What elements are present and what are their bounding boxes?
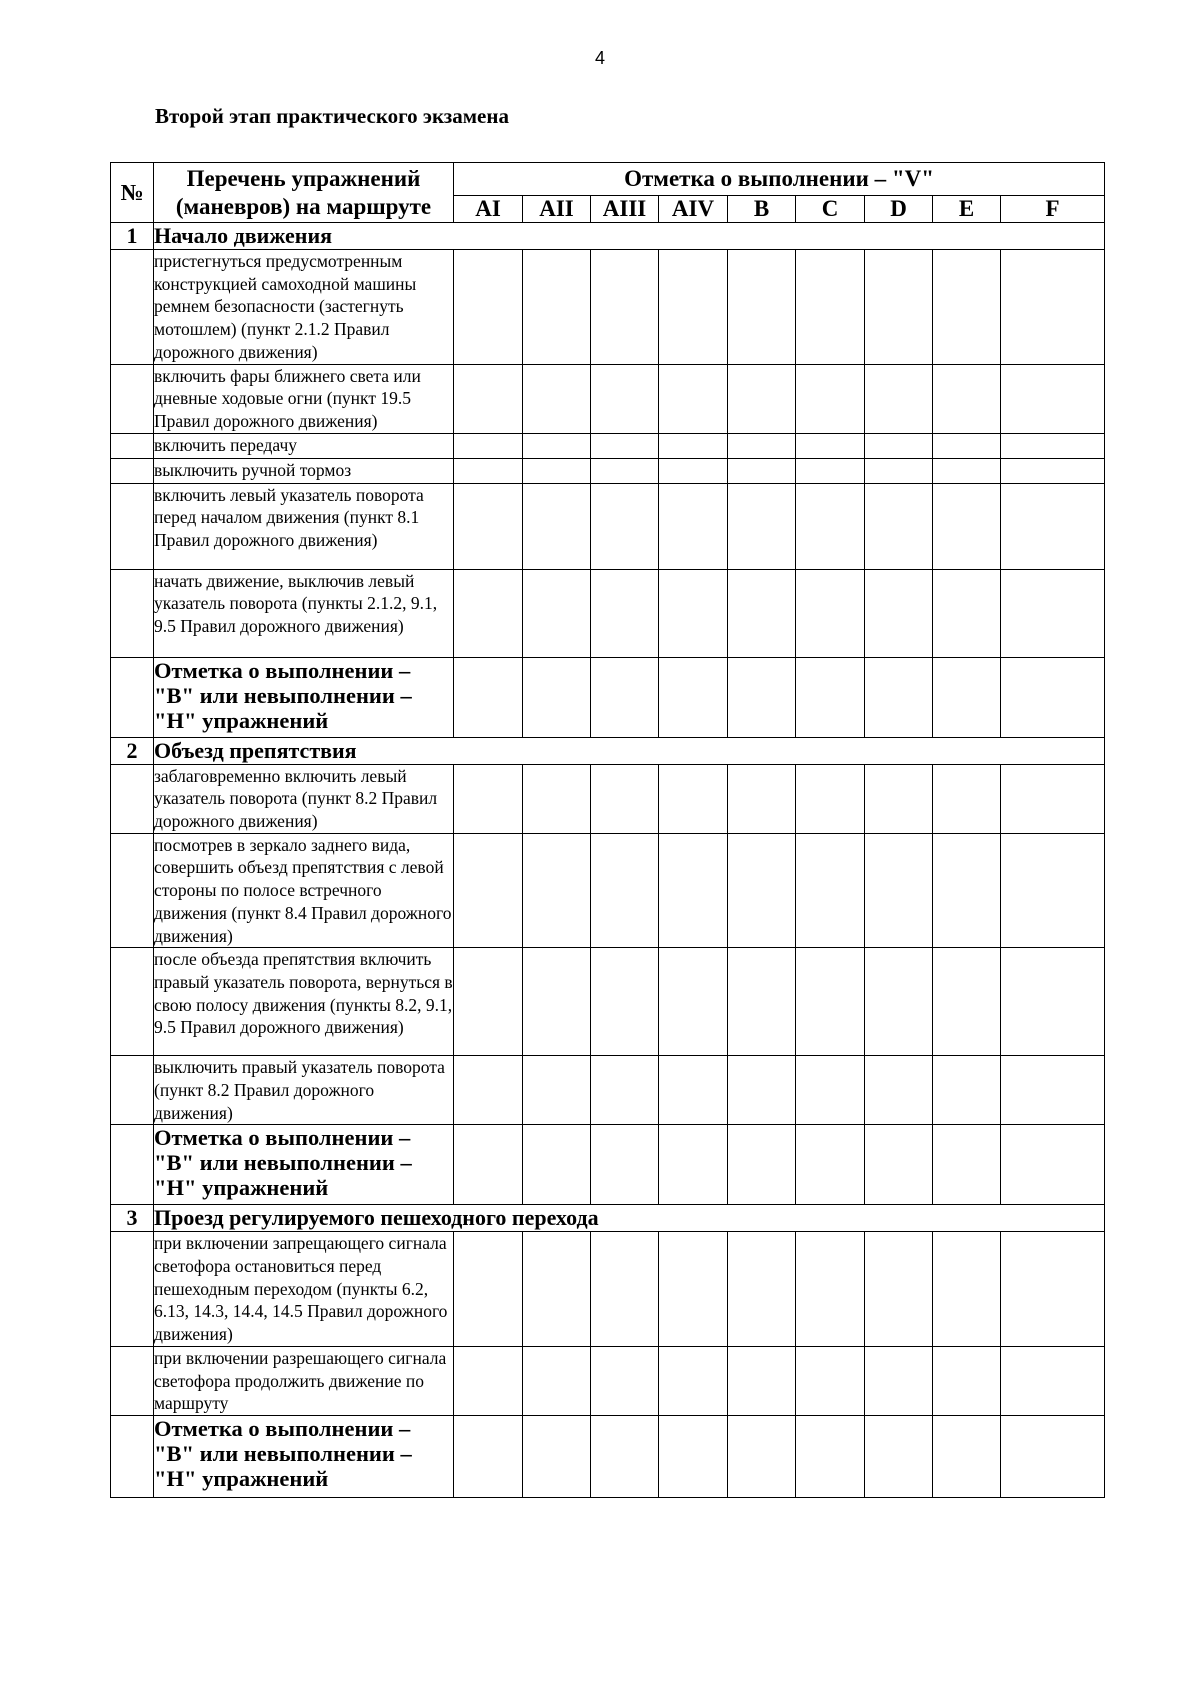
empty-number-cell (111, 433, 154, 458)
task-description: включить фары ближнего света или дневные ходовые огни (пункт 19.5 Правил дорожного движения) (154, 364, 454, 433)
mark-cell-e[interactable] (933, 1056, 1001, 1125)
task-row (111, 433, 1105, 458)
mark-cell-d[interactable] (865, 458, 933, 483)
header-category-aiii: AIII (591, 196, 659, 223)
mark-cell-b[interactable] (728, 483, 796, 569)
mark-cell-aii[interactable] (523, 948, 591, 1056)
mark-cell-d[interactable] (865, 1056, 933, 1125)
task-row (111, 833, 1105, 948)
mark-cell-f[interactable] (1001, 1346, 1105, 1415)
page-number: 4 (594, 48, 605, 68)
mark-cell-e[interactable] (933, 250, 1001, 365)
task-description: выключить ручной тормоз (154, 458, 454, 483)
mark-cell-aiii[interactable] (591, 948, 659, 1056)
mark-cell-b[interactable] (728, 1125, 796, 1205)
completion-mark-row (111, 1415, 1105, 1497)
empty-number-cell (111, 657, 154, 737)
task-row (111, 1346, 1105, 1415)
task-description: при включении разрешающего сигнала светофора продолжить движение по маршруту (154, 1346, 454, 1415)
mark-cell-ai[interactable] (454, 458, 523, 483)
mark-cell-e[interactable] (933, 433, 1001, 458)
mark-cell-aiii[interactable] (591, 1056, 659, 1125)
mark-cell-b[interactable] (728, 569, 796, 657)
mark-cell-aiv[interactable] (659, 250, 728, 365)
mark-cell-d[interactable] (865, 433, 933, 458)
mark-cell-ai[interactable] (454, 1125, 523, 1205)
mark-cell-f[interactable] (1001, 764, 1105, 833)
section-number: 2 (111, 737, 154, 764)
task-row (111, 483, 1105, 569)
header-exercise-list-line1: Перечень упражнений (186, 165, 421, 191)
mark-cell-ai[interactable] (454, 364, 523, 433)
mark-cell-c[interactable] (796, 458, 865, 483)
mark-cell-aiii[interactable] (591, 1346, 659, 1415)
mark-cell-f[interactable] (1001, 364, 1105, 433)
header-category-d: D (865, 196, 933, 223)
table-header (111, 163, 1105, 223)
mark-cell-aiv[interactable] (659, 433, 728, 458)
mark-cell-ai[interactable] (454, 1346, 523, 1415)
mark-cell-d[interactable] (865, 833, 933, 948)
mark-cell-f[interactable] (1001, 569, 1105, 657)
mark-cell-c[interactable] (796, 948, 865, 1056)
mark-cell-d[interactable] (865, 569, 933, 657)
mark-cell-d[interactable] (865, 483, 933, 569)
task-row (111, 364, 1105, 433)
header-number: № (111, 163, 154, 223)
mark-cell-f[interactable] (1001, 433, 1105, 458)
table-body (111, 223, 1105, 1498)
mark-cell-b[interactable] (728, 458, 796, 483)
mark-cell-e[interactable] (933, 483, 1001, 569)
section-title: Проезд регулируемого пешеходного перехода (154, 1205, 1105, 1232)
mark-cell-aiii[interactable] (591, 364, 659, 433)
mark-cell-aiv[interactable] (659, 764, 728, 833)
header-category-e: E (933, 196, 1001, 223)
mark-cell-aii[interactable] (523, 657, 591, 737)
task-description: включить левый указатель поворота перед началом движения (пункт 8.1 Правил дорожного движения) (154, 483, 454, 569)
mark-cell-b[interactable] (728, 1415, 796, 1497)
mark-cell-aiii[interactable] (591, 483, 659, 569)
empty-number-cell (111, 833, 154, 948)
empty-number-cell (111, 948, 154, 1056)
mark-cell-aiii[interactable] (591, 1125, 659, 1205)
mark-cell-b[interactable] (728, 364, 796, 433)
mark-cell-ai[interactable] (454, 1056, 523, 1125)
mark-cell-aii[interactable] (523, 1232, 591, 1347)
mark-cell-aii[interactable] (523, 433, 591, 458)
mark-cell-aiv[interactable] (659, 1125, 728, 1205)
mark-cell-aiii[interactable] (591, 764, 659, 833)
mark-cell-d[interactable] (865, 1415, 933, 1497)
mark-cell-e[interactable] (933, 657, 1001, 737)
mark-cell-c[interactable] (796, 250, 865, 365)
mark-cell-ai[interactable] (454, 483, 523, 569)
completion-mark-row (111, 1125, 1105, 1205)
exam-table (110, 162, 1105, 1498)
section-title: Объезд препятствия (154, 737, 1105, 764)
task-description: включить передачу (154, 433, 454, 458)
task-description: при включении запрещающего сигнала светофора остановиться перед пешеходным переходом (пункты 6.2, 6.13, 14.3, 14.4, 14.5 Правил дорожного движения) (154, 1232, 454, 1347)
mark-cell-e[interactable] (933, 948, 1001, 1056)
mark-cell-b[interactable] (728, 433, 796, 458)
completion-mark-row (111, 657, 1105, 737)
mark-cell-aii[interactable] (523, 483, 591, 569)
mark-cell-aii[interactable] (523, 833, 591, 948)
mark-cell-c[interactable] (796, 1346, 865, 1415)
task-description: после объезда препятствия включить правый указатель поворота, вернуться в свою полосу движения (пункты 8.2, 9.1, 9.5 Правил дорожного движения) (154, 948, 454, 1056)
mark-cell-aiv[interactable] (659, 833, 728, 948)
mark-cell-f[interactable] (1001, 250, 1105, 365)
mark-cell-b[interactable] (728, 1232, 796, 1347)
mark-cell-ai[interactable] (454, 250, 523, 365)
mark-cell-b[interactable] (728, 948, 796, 1056)
mark-cell-aii[interactable] (523, 364, 591, 433)
empty-number-cell (111, 1415, 154, 1497)
mark-cell-f[interactable] (1001, 833, 1105, 948)
mark-cell-e[interactable] (933, 1232, 1001, 1347)
mark-cell-aii[interactable] (523, 1346, 591, 1415)
mark-cell-aii[interactable] (523, 458, 591, 483)
mark-cell-b[interactable] (728, 833, 796, 948)
task-description: заблаговременно включить левый указатель поворота (пункт 8.2 Правил дорожного движения) (154, 764, 454, 833)
mark-cell-aii[interactable] (523, 1125, 591, 1205)
mark-cell-aiii[interactable] (591, 657, 659, 737)
mark-cell-c[interactable] (796, 1232, 865, 1347)
mark-cell-aiii[interactable] (591, 458, 659, 483)
empty-number-cell (111, 250, 154, 365)
mark-cell-e[interactable] (933, 1415, 1001, 1497)
mark-cell-e[interactable] (933, 1125, 1001, 1205)
header-exercise-list (154, 163, 454, 223)
mark-cell-ai[interactable] (454, 569, 523, 657)
empty-number-cell (111, 458, 154, 483)
mark-cell-aiv[interactable] (659, 657, 728, 737)
empty-number-cell (111, 1346, 154, 1415)
mark-cell-f[interactable] (1001, 1415, 1105, 1497)
mark-cell-e[interactable] (933, 833, 1001, 948)
mark-cell-aiii[interactable] (591, 1415, 659, 1497)
mark-cell-d[interactable] (865, 1346, 933, 1415)
task-row (111, 250, 1105, 365)
mark-cell-aiii[interactable] (591, 833, 659, 948)
mark-cell-aiii[interactable] (591, 1232, 659, 1347)
task-row (111, 458, 1105, 483)
mark-cell-aii[interactable] (523, 1056, 591, 1125)
section-number: 3 (111, 1205, 154, 1232)
task-row (111, 1056, 1105, 1125)
mark-cell-aiii[interactable] (591, 569, 659, 657)
mark-cell-ai[interactable] (454, 764, 523, 833)
mark-cell-e[interactable] (933, 569, 1001, 657)
mark-cell-aii[interactable] (523, 1415, 591, 1497)
completion-mark-label: Отметка о выполнении – "В" или невыполнении – "Н" упражнений (154, 657, 454, 737)
empty-number-cell (111, 483, 154, 569)
mark-cell-d[interactable] (865, 1232, 933, 1347)
section-number: 1 (111, 223, 154, 250)
mark-cell-f[interactable] (1001, 1125, 1105, 1205)
task-row (111, 948, 1105, 1056)
section-title: Начало движения (154, 223, 1105, 250)
mark-cell-aiv[interactable] (659, 483, 728, 569)
mark-cell-aiv[interactable] (659, 458, 728, 483)
header-category-ai: AI (454, 196, 523, 223)
mark-cell-aiii[interactable] (591, 250, 659, 365)
task-description: выключить правый указатель поворота (пункт 8.2 Правил дорожного движения) (154, 1056, 454, 1125)
mark-cell-c[interactable] (796, 364, 865, 433)
mark-cell-d[interactable] (865, 764, 933, 833)
mark-cell-d[interactable] (865, 364, 933, 433)
mark-cell-d[interactable] (865, 948, 933, 1056)
task-description: посмотрев в зеркало заднего вида, совершить объезд препятствия с левой стороны по полосе встречного движения (пункт 8.4 Правил дорожного движения) (154, 833, 454, 948)
header-category-aii: AII (523, 196, 591, 223)
mark-cell-c[interactable] (796, 1415, 865, 1497)
mark-cell-aiv[interactable] (659, 1346, 728, 1415)
mark-cell-aiv[interactable] (659, 1056, 728, 1125)
mark-cell-ai[interactable] (454, 433, 523, 458)
mark-cell-aii[interactable] (523, 569, 591, 657)
empty-number-cell (111, 764, 154, 833)
section-row (111, 737, 1105, 764)
header-category-c: C (796, 196, 865, 223)
section-row (111, 1205, 1105, 1232)
mark-cell-c[interactable] (796, 569, 865, 657)
header-completion-mark: Отметка о выполнении – "V" (454, 163, 1105, 196)
mark-cell-d[interactable] (865, 250, 933, 365)
mark-cell-e[interactable] (933, 458, 1001, 483)
mark-cell-b[interactable] (728, 657, 796, 737)
task-description: начать движение, выключив левый указатель поворота (пункты 2.1.2, 9.1, 9.5 Правил дорожного движения) (154, 569, 454, 657)
mark-cell-e[interactable] (933, 364, 1001, 433)
mark-cell-aii[interactable] (523, 764, 591, 833)
mark-cell-d[interactable] (865, 657, 933, 737)
header-category-f: F (1001, 196, 1105, 223)
task-row (111, 764, 1105, 833)
mark-cell-c[interactable] (796, 764, 865, 833)
mark-cell-aii[interactable] (523, 250, 591, 365)
header-exercise-list-line2: (маневров) на маршруте (175, 193, 432, 219)
mark-cell-aiv[interactable] (659, 569, 728, 657)
mark-cell-f[interactable] (1001, 1056, 1105, 1125)
mark-cell-c[interactable] (796, 483, 865, 569)
mark-cell-c[interactable] (796, 433, 865, 458)
document-title: Второй этап практического экзамена (155, 104, 509, 128)
mark-cell-f[interactable] (1001, 1232, 1105, 1347)
completion-mark-label: Отметка о выполнении – "В" или невыполнении – "Н" упражнений (154, 1125, 454, 1205)
mark-cell-ai[interactable] (454, 657, 523, 737)
task-row (111, 1232, 1105, 1347)
mark-cell-b[interactable] (728, 1056, 796, 1125)
empty-number-cell (111, 1056, 154, 1125)
header-category-aiv: AIV (659, 196, 728, 223)
completion-mark-label: Отметка о выполнении – "В" или невыполнении – "Н" упражнений (154, 1415, 454, 1497)
mark-cell-f[interactable] (1001, 458, 1105, 483)
mark-cell-e[interactable] (933, 764, 1001, 833)
mark-cell-aiv[interactable] (659, 1415, 728, 1497)
mark-cell-b[interactable] (728, 764, 796, 833)
mark-cell-ai[interactable] (454, 1232, 523, 1347)
empty-number-cell (111, 364, 154, 433)
empty-number-cell (111, 1232, 154, 1347)
empty-number-cell (111, 569, 154, 657)
mark-cell-aiv[interactable] (659, 1232, 728, 1347)
mark-cell-e[interactable] (933, 1346, 1001, 1415)
mark-cell-ai[interactable] (454, 833, 523, 948)
mark-cell-d[interactable] (865, 1125, 933, 1205)
mark-cell-aiv[interactable] (659, 364, 728, 433)
task-row (111, 569, 1105, 657)
mark-cell-aiii[interactable] (591, 433, 659, 458)
mark-cell-c[interactable] (796, 1056, 865, 1125)
mark-cell-c[interactable] (796, 833, 865, 948)
mark-cell-f[interactable] (1001, 483, 1105, 569)
mark-cell-f[interactable] (1001, 948, 1105, 1056)
empty-number-cell (111, 1125, 154, 1205)
mark-cell-b[interactable] (728, 1346, 796, 1415)
mark-cell-ai[interactable] (454, 1415, 523, 1497)
mark-cell-c[interactable] (796, 1125, 865, 1205)
mark-cell-aiv[interactable] (659, 948, 728, 1056)
task-description: пристегнуться предусмотренным конструкцией самоходной машины ремнем безопасности (застегнуть мотошлем) (пункт 2.1.2 Правил дорожного движения) (154, 250, 454, 365)
mark-cell-b[interactable] (728, 250, 796, 365)
mark-cell-f[interactable] (1001, 657, 1105, 737)
section-row (111, 223, 1105, 250)
mark-cell-ai[interactable] (454, 948, 523, 1056)
mark-cell-c[interactable] (796, 657, 865, 737)
header-category-b: B (728, 196, 796, 223)
